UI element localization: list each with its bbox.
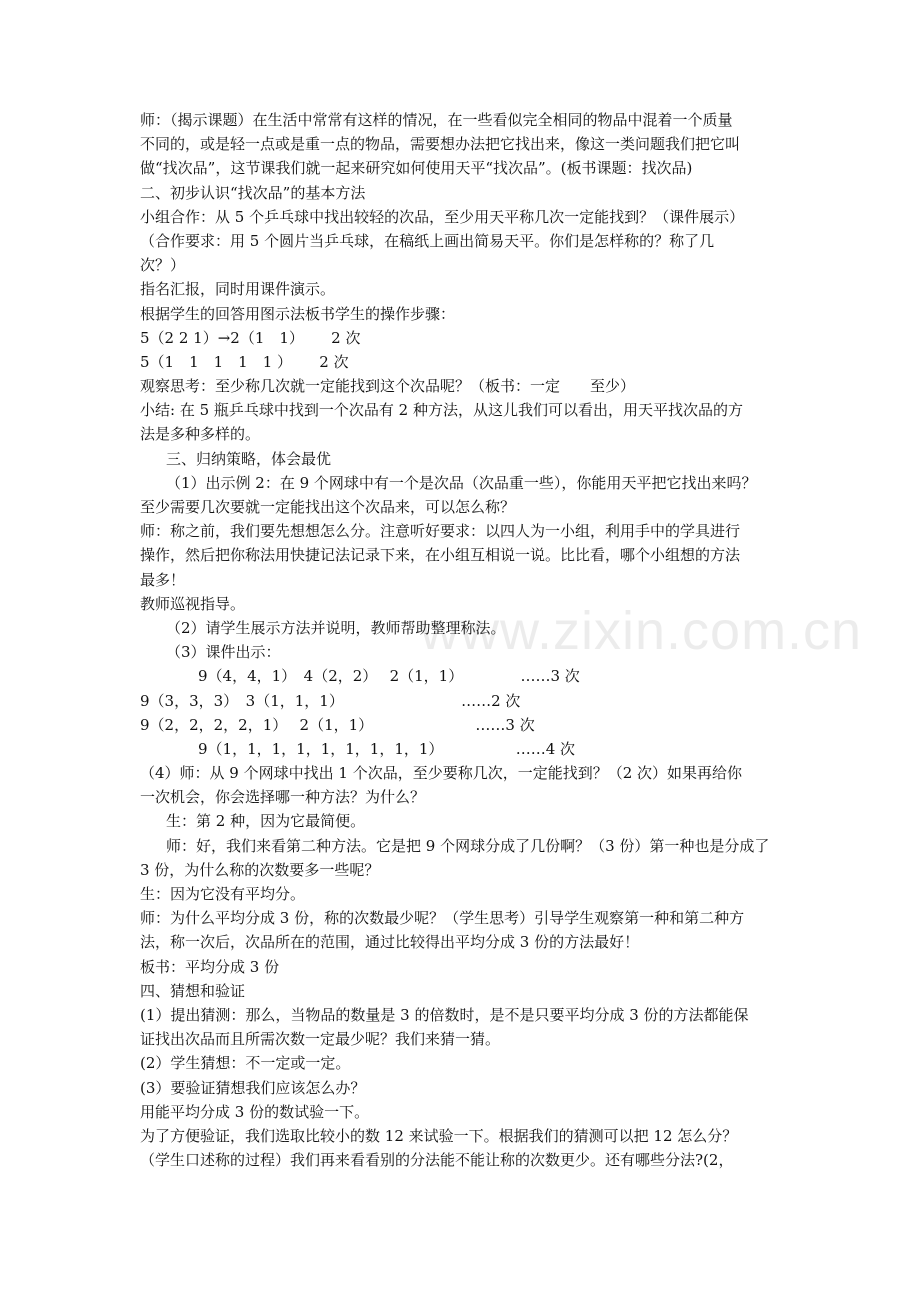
text-line: （4）师：从 9 个网球中找出 1 个次品，至少要称几次，一定能找到？（2 次）如果再给你 xyxy=(140,764,743,783)
watermark: www.zixin.com.cn xyxy=(420,601,863,661)
text-line: 用能平均分成 3 份的数试验一下。 xyxy=(140,1102,370,1121)
text-line: 师：为什么平均分成 3 份，称的次数最少呢？（学生思考）引导学生观察第一种和第二种方 xyxy=(140,909,745,928)
text-line: 根据学生的回答用图示法板书学生的操作步骤： xyxy=(140,304,456,323)
text-line: 小组合作：从 5 个乒乓球中找出较轻的次品，至少用天平称几次一定能找到？（课件展示） xyxy=(140,207,745,226)
text-line: 观察思考：至少称几次就一定能找到这个次品呢？（板书：一定 至少） xyxy=(140,377,636,396)
document-body xyxy=(140,108,790,1172)
text-line: 做“找次品”，这节课我们就一起来研究如何使用天平“找次品”。(板书课题：找次品) xyxy=(140,159,693,178)
text-line: 生：因为它没有平均分。 xyxy=(140,885,306,903)
text-line: 法是多种多样的。 xyxy=(140,425,261,444)
text-line: （学生口述称的过程）我们再来看看别的分法能不能让称的次数更少。还有哪些分法?(2， xyxy=(140,1151,734,1170)
text-line: 最多！ xyxy=(140,570,186,589)
section-heading: 三、归纳策略，体会最优 xyxy=(166,449,332,468)
weighing-step: 9（4，4，1） 4（2，2） 2（1，1） ……3 次 xyxy=(198,667,580,686)
text-line: (3）要验证猜想我们应该怎么办？ xyxy=(140,1078,366,1097)
text-line: 指名汇报，同时用课件演示。 xyxy=(140,280,336,299)
weighing-step: 5（2 2 1）→2（1 1） 2 次 xyxy=(140,328,361,347)
text-line: 法，称一次后，次品所在的范围，通过比较得出平均分成 3 份的方法最好！ xyxy=(140,933,640,952)
text-line: 师：（揭示课题）在生活中常常有这样的情况，在一些看似完全相同的物品中混着一个质量 xyxy=(140,111,733,129)
text-line: 师：称之前，我们要先想想怎么分。注意听好要求：以四人为一小组，利用手中的学具进行 xyxy=(140,522,741,541)
text-line: 至少需要几次要就一定能找出这个次品来，可以怎么称？ xyxy=(140,498,516,516)
text-line: 不同的，或是轻一点或是重一点的物品，需要想办法把它找出来，像这一类问题我们把它叫 xyxy=(140,135,741,154)
weighing-step: 9（3，3，3） 3（1，1，1） ……2 次 xyxy=(140,691,521,710)
text-line: 操作，然后把你称法用快捷记法记录下来，在小组互相说一说。比比看，哪个小组想的方法 xyxy=(140,546,741,565)
text-line: 生：第 2 种，因为它最简便。 xyxy=(166,812,366,831)
text-line: 3 份，为什么称的次数要多一些呢？ xyxy=(140,860,380,879)
text-line: (2）学生猜想：不一定或一定。 xyxy=(140,1054,351,1073)
text-line: 证找出次品而且所需次数一定最少呢？我们来猜一猜。 xyxy=(140,1030,501,1049)
text-line: （合作要求：用 5 个圆片当乒乓球，在稿纸上画出简易天平。你们是怎样称的？称了几 xyxy=(140,231,715,250)
text-line: （2）请学生展示方法并说明，教师帮助整理称法。 xyxy=(166,618,506,637)
text-line: 教师巡视指导。 xyxy=(140,594,246,613)
weighing-step: 5（1 1 1 1 1 ） 2 次 xyxy=(140,352,349,371)
text-line: 小结: 在 5 瓶乒乓球中找到一个次品有 2 种方法，从这儿我们可以看出，用天平找次品的方 xyxy=(140,401,743,420)
section-heading: 二、初步认识“找次品”的基本方法 xyxy=(140,183,366,202)
text-line: 师：好，我们来看第二种方法。它是把 9 个网球分成了几份啊？（3 份）第一种也是分成了 xyxy=(166,836,770,855)
text-line: 板书：平均分成 3 份 xyxy=(140,957,280,976)
weighing-step: 9（2，2，2，2，1） 2（1，1） ……3 次 xyxy=(140,715,535,734)
text-line: 为了方便验证，我们选取比较小的数 12 来试验一下。根据我们的猜测可以把 12 怎么分？ xyxy=(140,1126,738,1145)
section-heading: 四、猜想和验证 xyxy=(140,981,246,1000)
text-line: （3）课件出示： xyxy=(166,643,281,662)
text-line: （1）出示例 2：在 9 个网球中有一个是次品（次品重一些），你能用天平把它找出来吗？ xyxy=(166,473,757,492)
text-line: 次？） xyxy=(140,256,186,275)
text-line: (1）提出猜测：那么，当物品的数量是 3 的倍数时，是不是只要平均分成 3 份的方法都能保 xyxy=(140,1005,749,1024)
text-line: 一次机会，你会选择哪一种方法？为什么？ xyxy=(140,788,426,807)
weighing-step: 9（1，1，1，1，1，1，1，1，1） ……4 次 xyxy=(198,739,576,758)
